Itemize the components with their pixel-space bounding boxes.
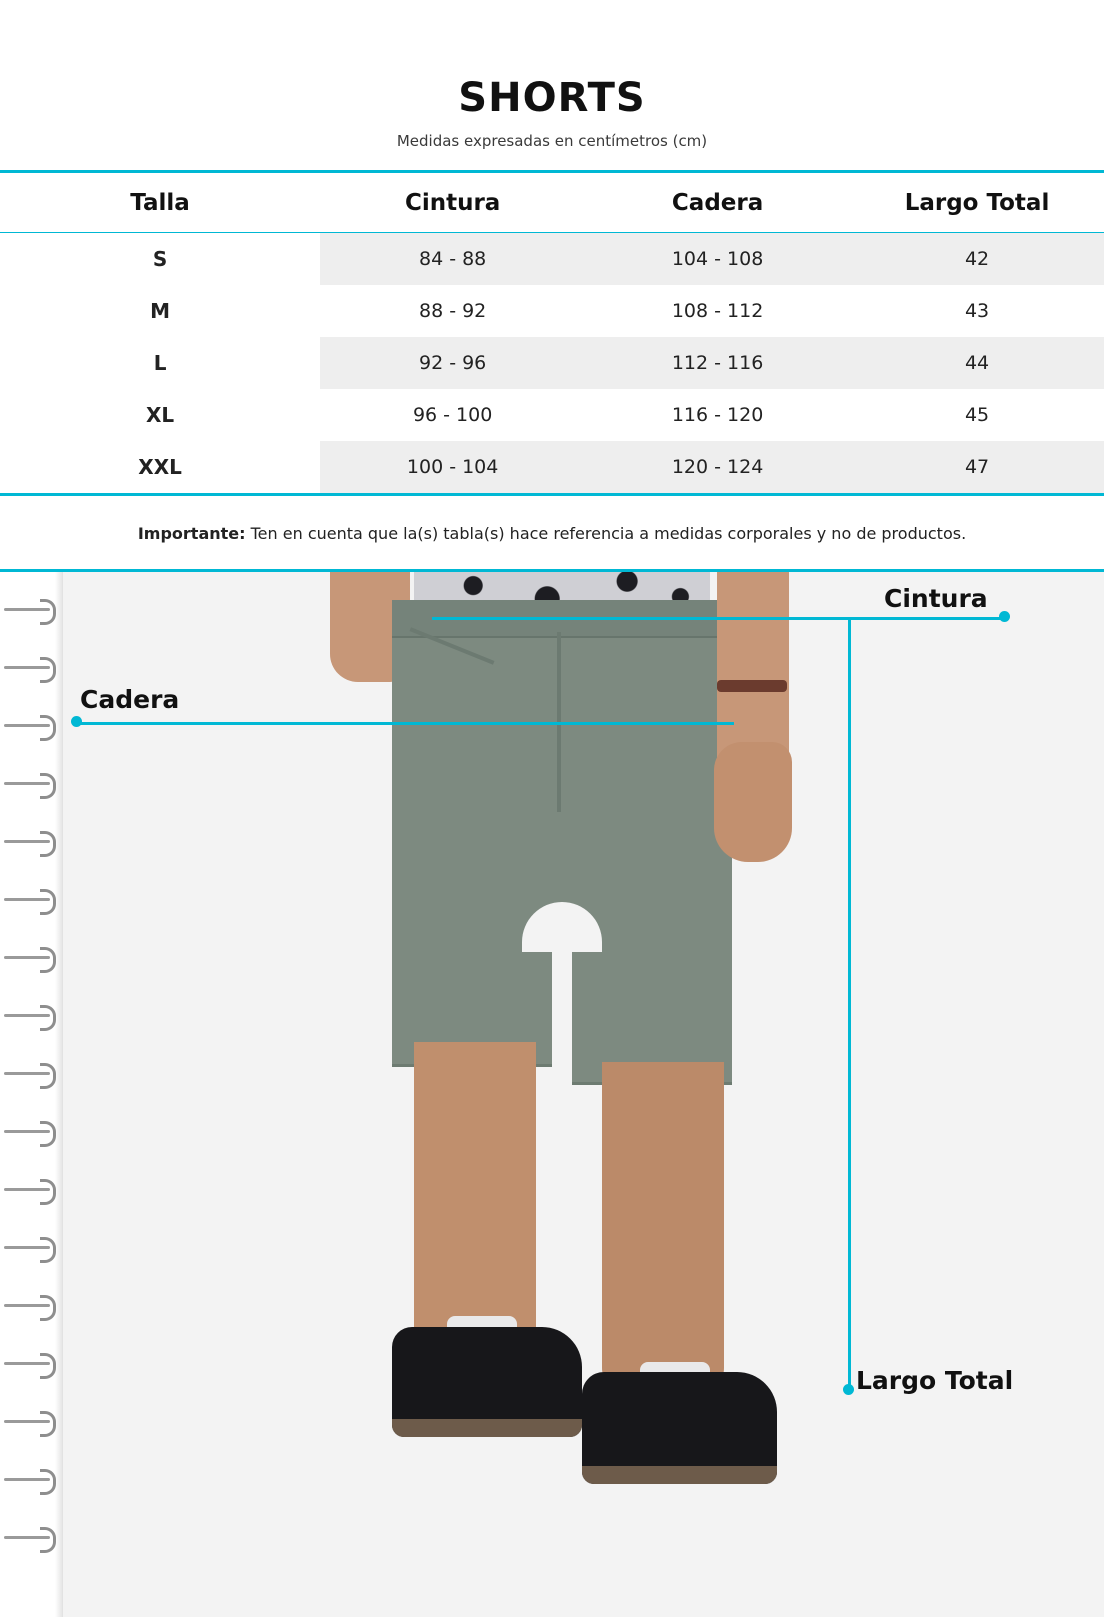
cell-cintura: 96 - 100 <box>320 389 585 441</box>
important-note-label: Importante: <box>137 524 246 543</box>
spiral-ring-icon <box>4 840 50 843</box>
model-right-hand <box>714 742 792 862</box>
spiral-ring-icon <box>4 1188 50 1191</box>
page-subtitle: Medidas expresadas en centímetros (cm) <box>396 132 708 150</box>
spiral-rings <box>0 578 62 1617</box>
cell-cintura: 84 - 88 <box>320 233 585 286</box>
important-note <box>0 496 1104 569</box>
cell-cadera: 108 - 112 <box>585 285 850 337</box>
spiral-ring-icon <box>4 666 50 669</box>
cell-cadera: 120 - 124 <box>585 441 850 493</box>
model-photo <box>62 572 1104 1617</box>
spiral-ring-icon <box>4 956 50 959</box>
spiral-ring-icon <box>4 608 50 611</box>
cell-cadera: 104 - 108 <box>585 233 850 286</box>
measurement-diagram <box>0 569 1104 1617</box>
important-note-text: Ten en cuenta que la(s) tabla(s) hace referencia a medidas corporales y no de productos. <box>245 524 967 543</box>
cell-talla: L <box>0 337 320 389</box>
cell-cadera: 112 - 116 <box>585 337 850 389</box>
spiral-ring-icon <box>4 724 50 727</box>
largo-total-label: Largo Total <box>856 1366 1014 1395</box>
column-header-cintura: Cintura <box>320 173 585 233</box>
largo-total-guide-dot <box>843 1384 854 1395</box>
size-table-container <box>0 170 1104 496</box>
cintura-label: Cintura <box>884 584 988 613</box>
spiral-ring-icon <box>4 1072 50 1075</box>
cell-largo: 42 <box>850 233 1104 286</box>
column-header-talla: Talla <box>0 173 320 233</box>
model-left-shoe <box>392 1327 582 1437</box>
size-table <box>0 173 1104 493</box>
cell-largo: 45 <box>850 389 1104 441</box>
spiral-ring-icon <box>4 1478 50 1481</box>
cell-talla: M <box>0 285 320 337</box>
cell-talla: S <box>0 233 320 286</box>
model-right-leg <box>602 1062 724 1392</box>
column-header-cadera: Cadera <box>585 173 850 233</box>
cell-cadera: 116 - 120 <box>585 389 850 441</box>
cadera-guide-line <box>76 722 734 725</box>
table-header-row <box>0 173 1104 233</box>
spiral-ring-icon <box>4 898 50 901</box>
cintura-guide-line <box>432 617 1004 620</box>
spiral-ring-icon <box>4 1304 50 1307</box>
spiral-ring-icon <box>4 1130 50 1133</box>
cadera-guide-dot <box>71 716 82 727</box>
cell-talla: XL <box>0 389 320 441</box>
cell-cintura: 88 - 92 <box>320 285 585 337</box>
spiral-ring-icon <box>4 1536 50 1539</box>
table-row <box>0 233 1104 286</box>
cell-talla: XXL <box>0 441 320 493</box>
shoe-sole <box>392 1419 582 1437</box>
table-row <box>0 441 1104 493</box>
cell-cintura: 100 - 104 <box>320 441 585 493</box>
cell-largo: 47 <box>850 441 1104 493</box>
table-row <box>0 285 1104 337</box>
largo-total-guide-line <box>848 617 851 1389</box>
spiral-ring-icon <box>4 1246 50 1249</box>
cell-largo: 43 <box>850 285 1104 337</box>
spiral-ring-icon <box>4 1420 50 1423</box>
model-right-shoe <box>582 1372 777 1484</box>
page-header <box>0 0 1104 150</box>
page-title: SHORTS <box>458 75 646 121</box>
table-row <box>0 337 1104 389</box>
spiral-ring-icon <box>4 1014 50 1017</box>
model-bracelet <box>717 680 787 692</box>
cadera-label: Cadera <box>80 685 180 714</box>
notebook-binding <box>0 572 63 1617</box>
cintura-guide-dot <box>999 611 1010 622</box>
spiral-ring-icon <box>4 782 50 785</box>
cell-cintura: 92 - 96 <box>320 337 585 389</box>
table-row <box>0 389 1104 441</box>
shoe-sole <box>582 1466 777 1484</box>
column-header-largo: Largo Total <box>850 173 1104 233</box>
cell-largo: 44 <box>850 337 1104 389</box>
spiral-ring-icon <box>4 1362 50 1365</box>
